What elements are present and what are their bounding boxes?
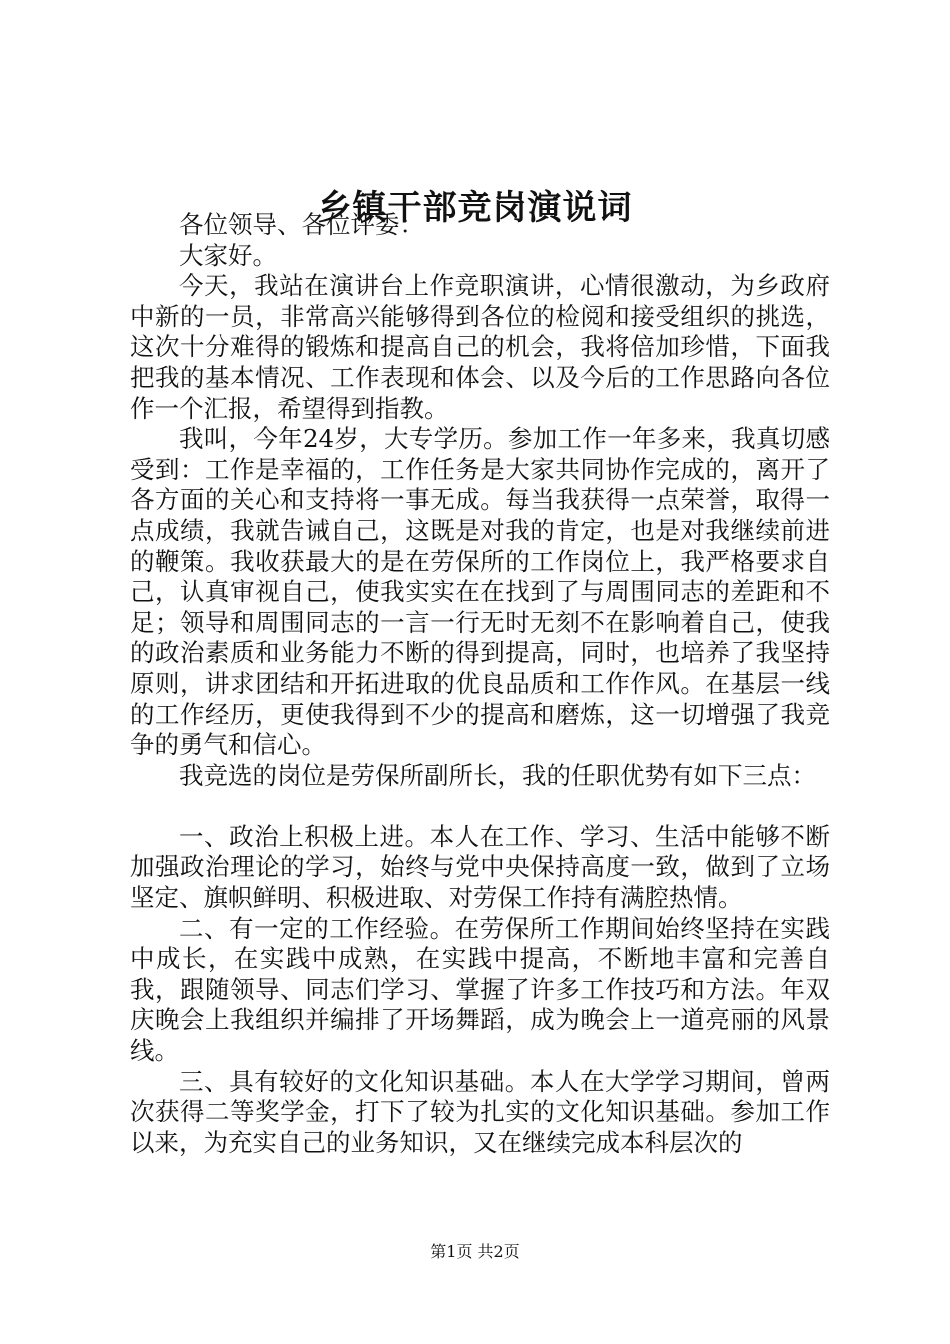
paragraph-intro: 今天，我站在演讲台上作竞职演讲，心情很激动，为乡政府中新的一员，非常高兴能够得到各位的检阅和接受组织的挑选，这次十分难得的锻炼和提高自己的机会，我将倍加珍惜，下面我把我的基本情况、工作表现和体会、以及今后的工作思路向各位作一个汇报，希望得到指教。 [130, 271, 830, 423]
page-footer: 第1页 共2页 [430, 1242, 520, 1261]
greeting: 大家好。 [179, 240, 277, 270]
salutation: 各位领导、各位评委： [179, 210, 424, 239]
paragraph-point-2: 二、有一定的工作经验。在劳保所工作期间始终坚持在实践中成长，在实践中成熟，在实践中提高，不断地丰富和完善自我，跟随领导、同志们学习、掌握了许多工作技巧和方法。年双庆晚会上我组织并编排了开场舞蹈，成为晚会上一道亮丽的风景线。 [130, 913, 830, 1066]
document-title: 乡镇干部竞岗演说词 [317, 188, 633, 228]
document-body [130, 210, 830, 1158]
paragraph-background: 我叫，今年24岁，大专学历。参加工作一年多来，我真切感受到：工作是幸福的，工作任务是大家共同协作完成的，离开了各方面的关心和支持将一事无成。每当我获得一点荣誉，取得一点成绩，我就告诫自己，这既是对我的肯定，也是对我继续前进的鞭策。我收获最大的是在劳保所的工作岗位上，我严格要求自己，认真审视自己，使我实实在在找到了与周围同志的差距和不足；领导和周围同志的一言一行无时无刻不在影响着自己，使我的政治素质和业务能力不断的得到提高，同时，也培养了我坚持原则，讲求团结和开拓进取的优良品质和工作作风。在基层一线的工作经历，更使我得到不少的提高和磨炼，这一切增强了我竞争的勇气和信心。 [130, 424, 830, 760]
paragraph-point-3: 三、具有较好的文化知识基础。本人在大学学习期间，曾两次获得二等奖学金，打下了较为扎实的文化知识基础。参加工作以来，为充实自己的业务知识，又在继续完成本科层次的 [130, 1066, 830, 1157]
blank-line [130, 791, 830, 822]
paragraph-position: 我竞选的岗位是劳保所副所长，我的任职优势有如下三点： [179, 760, 816, 790]
paragraph-point-1: 一、政治上积极上进。本人在工作、学习、生活中能够不断加强政治理论的学习，始终与党中央保持高度一致，做到了立场坚定、旗帜鲜明、积极进取、对劳保工作持有满腔热情。 [130, 821, 830, 913]
